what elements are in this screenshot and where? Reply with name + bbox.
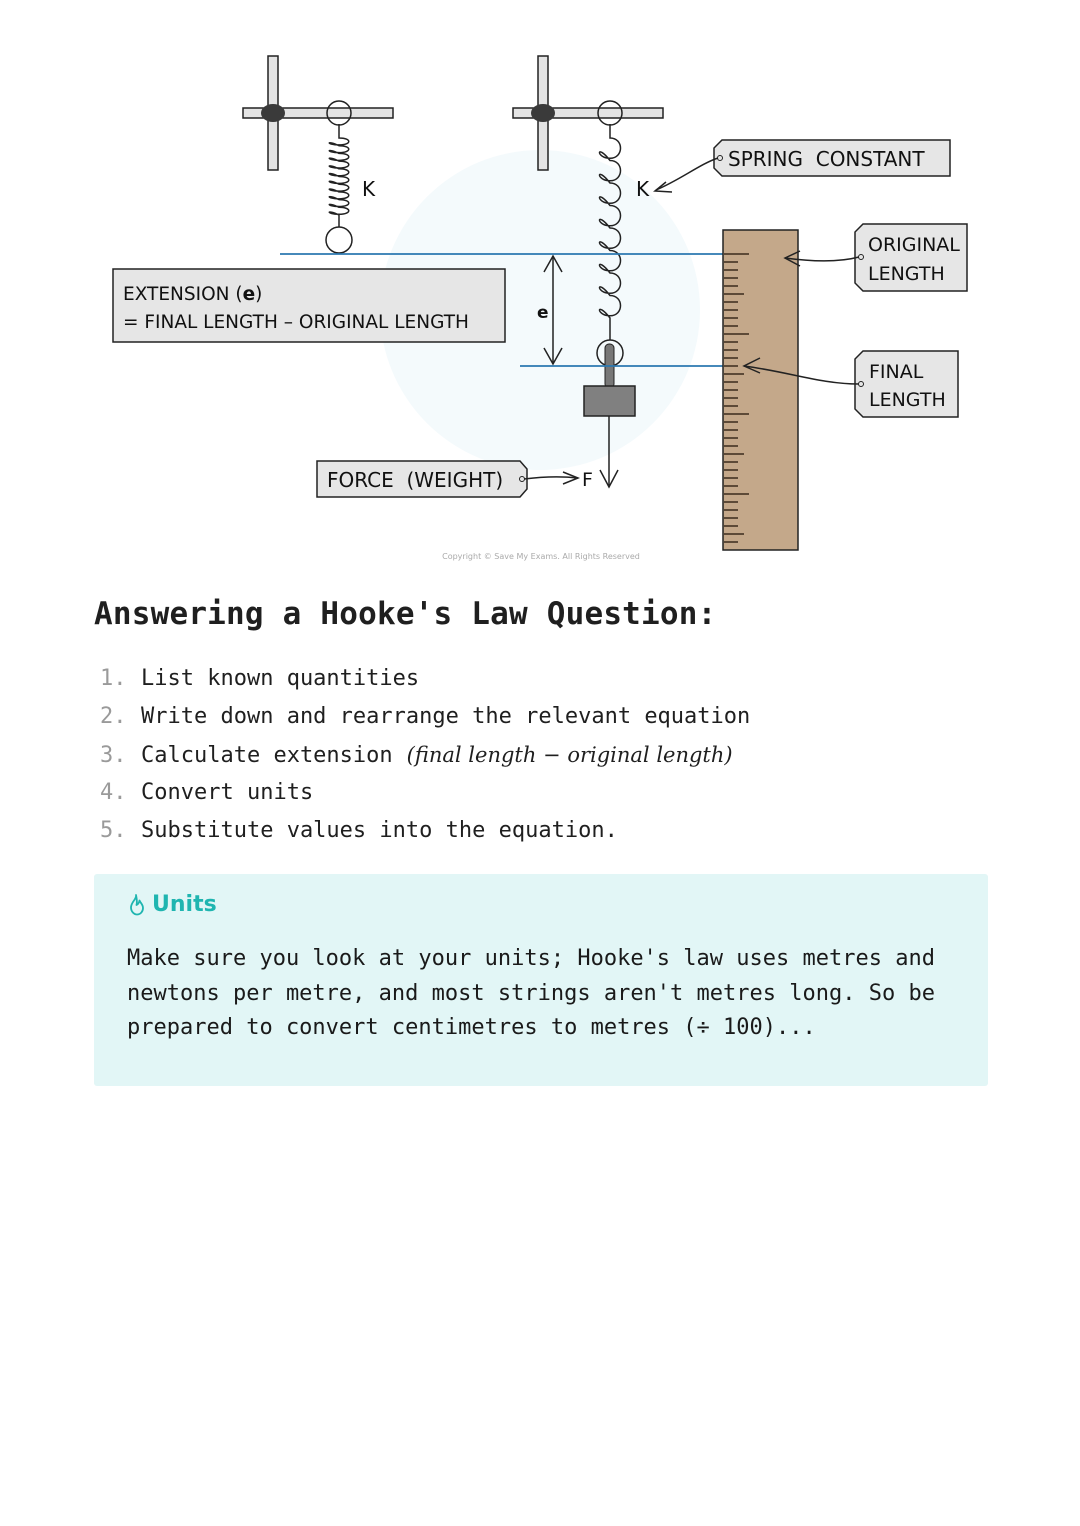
extension-definition-box — [113, 269, 505, 342]
callout-title: Units — [128, 892, 217, 917]
list-item: 5. Substitute values into the equation. — [100, 818, 618, 843]
hookes-law-diagram — [0, 0, 1080, 580]
hanging-weight — [584, 386, 635, 416]
label-k-left: K — [362, 177, 376, 201]
ruler — [723, 230, 798, 550]
svg-text:SPRING CONSTANT: SPRING CONSTANT — [728, 147, 925, 171]
spring-constant-tag — [655, 140, 950, 192]
list-item: 3. Calculate extension (final length − original length) — [100, 736, 750, 774]
svg-text:LENGTH: LENGTH — [868, 263, 945, 285]
svg-text:LENGTH: LENGTH — [869, 389, 946, 411]
callout-body: Make sure you look at your units; Hooke's law uses metres and newtons per metre, and most strings aren't metres long. So be prepared to convert centimetres to metres (÷ 100)... — [127, 946, 935, 1040]
svg-text:FORCE (WEIGHT): FORCE (WEIGHT) — [327, 468, 504, 492]
extension-symbol: e — [537, 303, 549, 323]
spring-unstretched — [326, 124, 352, 253]
list-item: 4. Convert units — [100, 780, 314, 805]
clamp-stand-left — [243, 56, 393, 170]
steps-list — [100, 660, 750, 850]
force-symbol: F — [582, 469, 593, 491]
label-k-right: K — [636, 177, 650, 201]
list-item: 1. List known quantities — [100, 666, 420, 691]
extension-formula-math: (final length − original length) — [406, 743, 733, 767]
flame-icon — [128, 894, 146, 916]
original-length-tag — [785, 224, 967, 291]
copyright-notice: Copyright © Save My Exams. All Rights Reserved — [442, 552, 640, 561]
list-item: 2. Write down and rearrange the relevant equation — [100, 704, 751, 729]
section-heading: Answering a Hooke's Law Question: — [94, 596, 717, 632]
svg-text:FINAL: FINAL — [869, 361, 924, 383]
svg-text:ORIGINAL: ORIGINAL — [868, 234, 960, 256]
extension-formula: = FINAL LENGTH – ORIGINAL LENGTH — [123, 312, 469, 333]
units-tip-callout — [94, 874, 988, 1086]
svg-text:EXTENSION (e): EXTENSION (e) — [123, 284, 263, 305]
